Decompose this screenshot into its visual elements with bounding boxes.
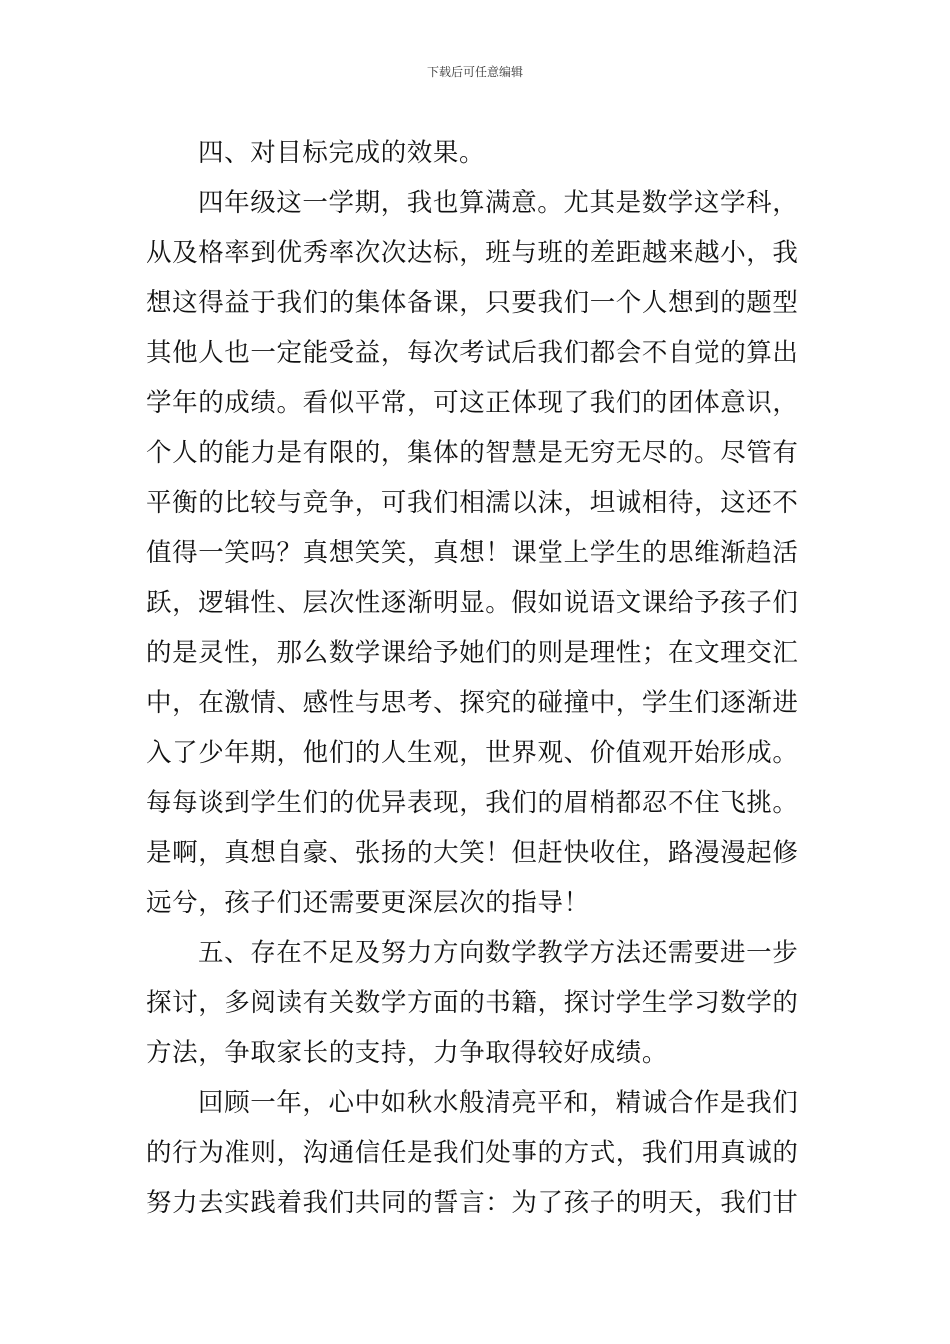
text-line: 回顾一年，心中如秋水般清亮平和，精诚合作是我们 bbox=[198, 1088, 799, 1118]
text-line: 平衡的比较与竞争，可我们相濡以沫，坦诚相待，这还不 bbox=[146, 488, 799, 518]
text-line: 远兮，孩子们还需要更深层次的指导！ bbox=[146, 888, 590, 918]
text-line: 学年的成绩。看似平常，可这正体现了我们的团体意识， bbox=[146, 388, 799, 418]
text-line: 的是灵性，那么数学课给予她们的则是理性；在文理交汇 bbox=[146, 638, 799, 668]
text-line: 跃，逻辑性、层次性逐渐明显。假如说语文课给予孩子们 bbox=[146, 588, 799, 618]
page-header-note: 下载后可任意编辑 bbox=[426, 65, 523, 79]
text-line: 每每谈到学生们的优异表现，我们的眉梢都忍不住飞挑。 bbox=[146, 788, 799, 818]
document-body bbox=[146, 128, 810, 1228]
text-line: 的行为准则，沟通信任是我们处事的方式，我们用真诚的 bbox=[146, 1138, 799, 1168]
text-line: 入了少年期，他们的人生观，世界观、价值观开始形成。 bbox=[146, 738, 799, 768]
text-line: 努力去实践着我们共同的誓言：为了孩子的明天，我们甘 bbox=[146, 1188, 799, 1218]
text-line: 探讨，多阅读有关数学方面的书籍，探讨学生学习数学的 bbox=[146, 988, 799, 1018]
text-line: 想这得益于我们的集体备课，只要我们一个人想到的题型 bbox=[146, 288, 799, 318]
text-line: 中，在激情、感性与思考、探究的碰撞中，学生们逐渐进 bbox=[146, 688, 799, 718]
text-line: 四、对目标完成的效果。 bbox=[198, 138, 486, 168]
text-line: 值得一笑吗？真想笑笑，真想！课堂上学生的思维渐趋活 bbox=[146, 538, 799, 568]
text-line: 方法，争取家长的支持，力争取得较好成绩。 bbox=[146, 1038, 669, 1068]
text-line: 从及格率到优秀率次次达标，班与班的差距越来越小，我 bbox=[146, 238, 799, 268]
text-line: 四年级这一学期，我也算满意。尤其是数学这学科， bbox=[198, 188, 799, 218]
text-line: 五、存在不足及努力方向数学教学方法还需要进一步 bbox=[198, 938, 799, 968]
text-line: 是啊，真想自豪、张扬的大笑！但赶快收住，路漫漫起修 bbox=[146, 838, 799, 868]
text-line: 其他人也一定能受益，每次考试后我们都会不自觉的算出 bbox=[146, 338, 799, 368]
text-line: 个人的能力是有限的，集体的智慧是无穷无尽的。尽管有 bbox=[146, 438, 799, 468]
